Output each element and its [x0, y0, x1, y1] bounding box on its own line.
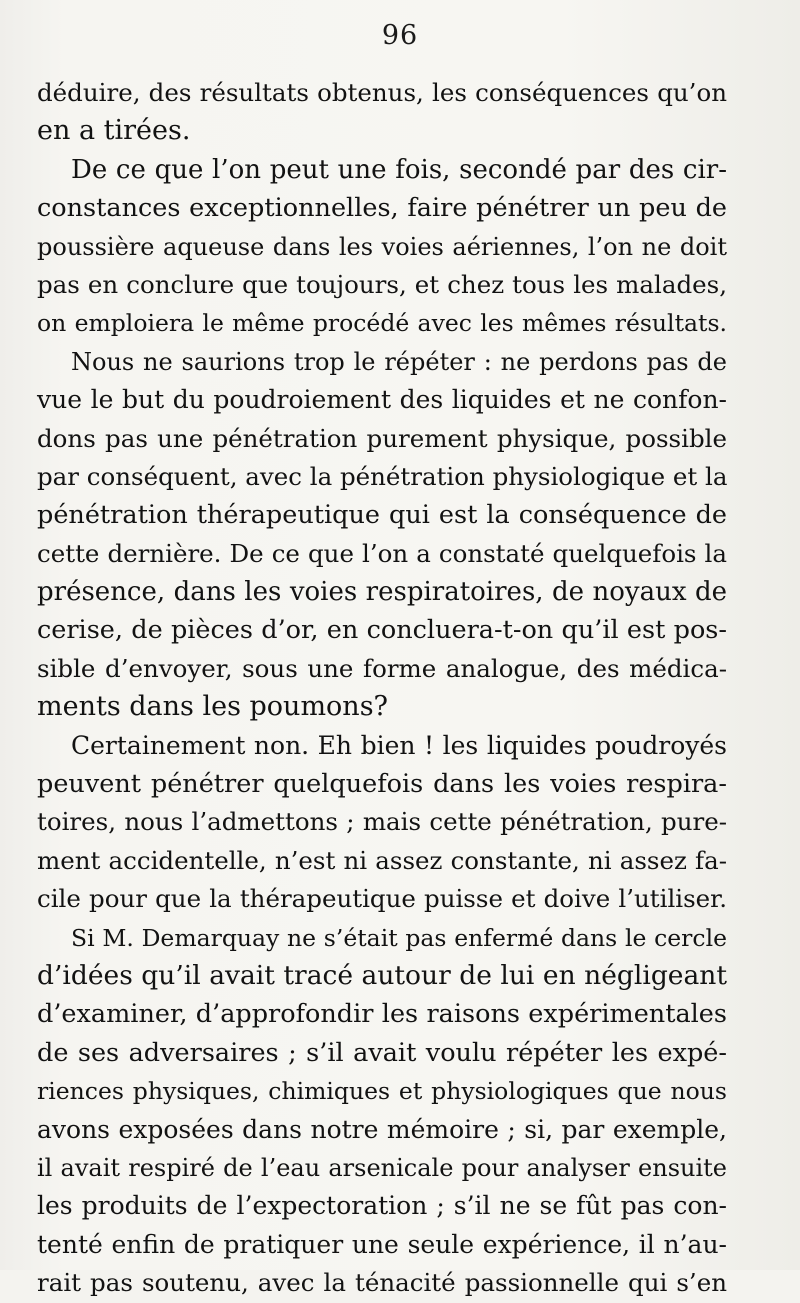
text-line: De ce que l’on peut une fois, secondé par des cir- [71, 154, 727, 185]
text-line: les produits de l’expectoration ; s’il ne se fût pas con- [37, 1191, 727, 1221]
text-line: pas en conclure que toujours, et chez tous les malades, [37, 269, 727, 299]
text-line: on emploiera le même procédé avec les mêmes résultats. [37, 309, 727, 338]
text-line: en a tirées. [37, 115, 191, 147]
text-line: ment accidentelle, n’est ni assez constante, ni assez fa- [37, 845, 727, 875]
text-line: cerise, de pièces d’or, en concluera-t-on qu’il est pos- [37, 615, 727, 646]
text-line: Certainement non. Eh bien ! les liquides poudroyés [71, 730, 727, 760]
text-line: de ses adversaires ; s’il avait voulu répéter les expé- [37, 1037, 727, 1068]
text-line: dons pas une pénétration purement physique, possible [37, 423, 727, 453]
text-line: d’idées qu’il avait tracé autour de lui en négligeant [37, 959, 727, 991]
text-line: poussière aqueuse dans les voies aériennes, l’on ne doit [37, 232, 727, 261]
text-line: ments dans les poumons? [37, 691, 389, 723]
text-line: déduire, des résultats obtenus, les conséquences qu’on [37, 78, 727, 107]
text-line: par conséquent, avec la pénétration physiologique et la [37, 461, 728, 491]
page-number: 96 [381, 20, 419, 51]
text-line: Si M. Demarquay ne s’était pas enfermé dans le cercle [71, 923, 727, 952]
text-line: toires, nous l’admettons ; mais cette pénétration, pure- [37, 807, 727, 837]
text-line: rait pas soutenu, avec la ténacité passionnelle qui s’en [37, 1268, 727, 1298]
text-line: pénétration thérapeutique qui est la conséquence de [37, 500, 727, 531]
text-line: riences physiques, chimiques et physiologiques que nous [37, 1077, 727, 1106]
text-line: cette dernière. De ce que l’on a constaté quelquefois la [37, 538, 727, 568]
body-text [37, 74, 727, 1303]
text-line: vue le but du poudroiement des liquides et ne confon- [37, 385, 727, 415]
text-line: présence, dans les voies respiratoires, de noyaux de [37, 577, 727, 608]
text-line: Nous ne saurions trop le répéter : ne perdons pas de [71, 347, 727, 376]
text-line: d’examiner, d’approfondir les raisons expérimentales [37, 999, 727, 1030]
text-line: constances exceptionnelles, faire pénétrer un peu de [37, 193, 727, 224]
text-line: cile pour que la thérapeutique puisse et doive l’utiliser. [37, 884, 727, 914]
text-line: avons exposées dans notre mémoire ; si, par exemple, [37, 1114, 727, 1144]
text-line: peuvent pénétrer quelquefois dans les voies respira- [37, 769, 727, 800]
text-line: il avait respiré de l’eau arsenicale pour analyser ensuite [37, 1153, 727, 1182]
text-line: tenté enfin de pratiquer une seule expérience, il n’au- [37, 1229, 727, 1259]
text-line: sible d’envoyer, sous une forme analogue, des médica- [37, 653, 727, 683]
